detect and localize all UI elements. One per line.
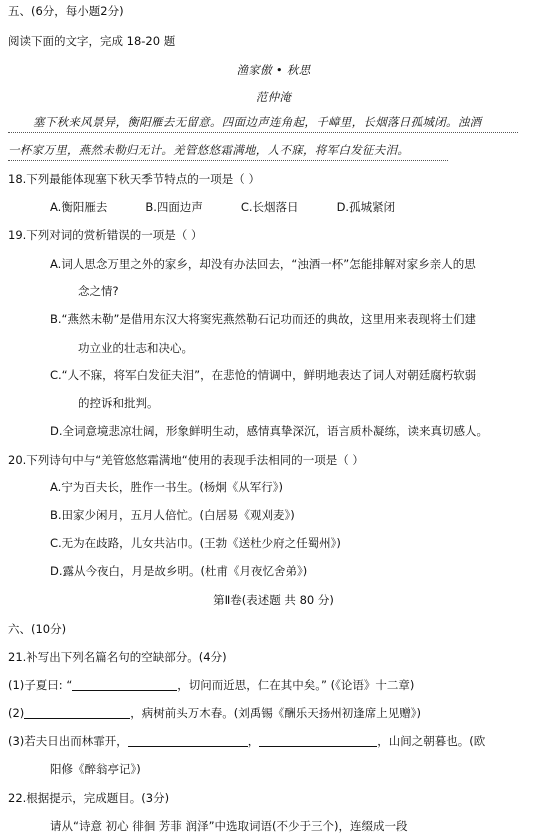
part2-title: 第Ⅱ卷(表述题 共 80 分) bbox=[213, 593, 334, 607]
section6-header: 六、(10分) bbox=[8, 622, 67, 636]
section5-instruction: 阅读下面的文字，完成 18-20 题 bbox=[8, 34, 176, 48]
q18-options bbox=[50, 199, 395, 215]
q19-option-c-line2: 的控诉和批判。 bbox=[78, 396, 159, 410]
q18-option-d: D.孤城紧闭 bbox=[336, 200, 396, 214]
section5-header: 五、(6分，每小题2分) bbox=[8, 4, 124, 18]
poem-line-1: 塞下秋来风景异，衡阳雁去无留意。四面边声连角起，千嶂里，长烟落日孤城闭。浊酒 bbox=[33, 115, 482, 129]
q22-stem: 22.根据提示，完成题目。(3分) bbox=[8, 791, 170, 805]
poem-author: 范仲淹 bbox=[255, 90, 292, 104]
q21-blank-1[interactable] bbox=[72, 678, 177, 691]
q21-blank-2[interactable] bbox=[24, 706, 130, 719]
q18-option-c: C.长烟落日 bbox=[240, 200, 299, 214]
q21-item-3-cont: 阳修《醉翁亭记》) bbox=[50, 762, 141, 776]
q21-blank-3a[interactable] bbox=[128, 734, 248, 747]
q21-blank-3b[interactable] bbox=[259, 734, 377, 747]
q20-stem: 20.下列诗句中与“羌管悠悠霜满地“使用的表现手法相同的一项是（ ） bbox=[8, 453, 364, 467]
q21-stem: 21.补写出下列名篇名句的空缺部分。(4分) bbox=[8, 650, 227, 664]
q21-item-1: (1)子夏曰: “ ，切问而近思，仁在其中矣。” (《论语》十二章) bbox=[8, 678, 415, 692]
poem-title: 渔家傲 • 秋思 bbox=[236, 63, 311, 77]
q21-item-3: (3)若夫日出而林霏开， ， ，山间之朝暮也。(欧 bbox=[8, 734, 486, 748]
poem-line-2: 一杯家万里，燕然未勒归无计。羌管悠悠霜满地，人不寐，将军白发征夫泪。 bbox=[8, 143, 410, 157]
q19-stem: 19.下列对词的赏析错误的一项是（ ） bbox=[8, 228, 203, 242]
q20-option-d: D.露从今夜白，月是故乡明。(杜甫《月夜忆舍弟》) bbox=[50, 564, 308, 578]
q22-instruction: 请从“诗意 初心 徘徊 芳菲 润泽”中选取词语(不少于三个)，连缀成一段 bbox=[50, 819, 408, 833]
q18-option-a: A.衡阳雁去 bbox=[50, 200, 108, 214]
q20-option-c: C.无为在歧路，儿女共沾巾。(王勃《送杜少府之任蜀州》) bbox=[50, 536, 341, 550]
q19-option-b-line2: 功立业的壮志和决心。 bbox=[78, 341, 193, 355]
poem-underline-2 bbox=[8, 160, 448, 161]
q19-option-d: D.全词意境悲凉壮阔，形象鲜明生动，感情真挚深沉，语言质朴凝练，读来真切感人。 bbox=[50, 424, 489, 438]
poem-underline-1 bbox=[8, 132, 518, 133]
q19-option-a-line1: A.词人思念万里之外的家乡，却没有办法回去，“浊酒一杯”怎能排解对家乡亲人的思 bbox=[50, 257, 476, 271]
q20-option-a: A.宁为百夫长，胜作一书生。(杨炯《从军行》) bbox=[50, 480, 284, 494]
q19-option-b-line1: B.“燕然未勒”是借用东汉大将窦宪燕然勒石记功而还的典故，这里用来表现将士们建 bbox=[50, 312, 476, 326]
q19-option-a-line2: 念之情? bbox=[78, 284, 119, 298]
q21-item-2: (2) ，病树前头万木春。(刘禹锡《酬乐天扬州初逢席上见赠》) bbox=[8, 706, 422, 720]
q19-option-c-line1: C.“人不寐，将军白发征夫泪”，在悲怆的情调中，鲜明地表达了词人对朝廷腐朽软弱 bbox=[50, 368, 477, 382]
q20-option-b: B.田家少闲月，五月人倍忙。(白居易《观刈麦》) bbox=[50, 508, 295, 522]
q18-option-b: B.四面边声 bbox=[145, 200, 203, 214]
q18-stem: 18.下列最能体现塞下秋天季节特点的一项是（ ） bbox=[8, 172, 260, 186]
